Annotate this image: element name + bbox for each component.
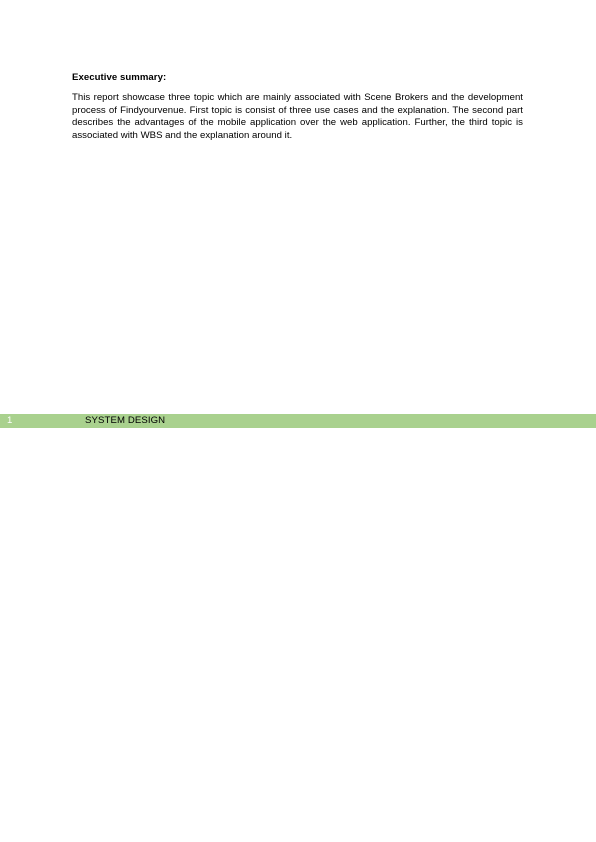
- summary-heading: Executive summary:: [72, 72, 167, 83]
- footer-title: SYSTEM DESIGN: [85, 415, 166, 426]
- page-footer-bar: [0, 414, 596, 428]
- executive-summary-section: [72, 71, 523, 143]
- summary-paragraph: This report showcase three topic which are mainly associated with Scene Brokers and the development process of Findyourvenue. First topic is consist of three use cases and the explanation. The second part describes the advantages of the mobile application over the web application. Further, the third topic is associated with WBS and the explanation around it.: [72, 92, 523, 142]
- page-number: 1: [7, 415, 13, 426]
